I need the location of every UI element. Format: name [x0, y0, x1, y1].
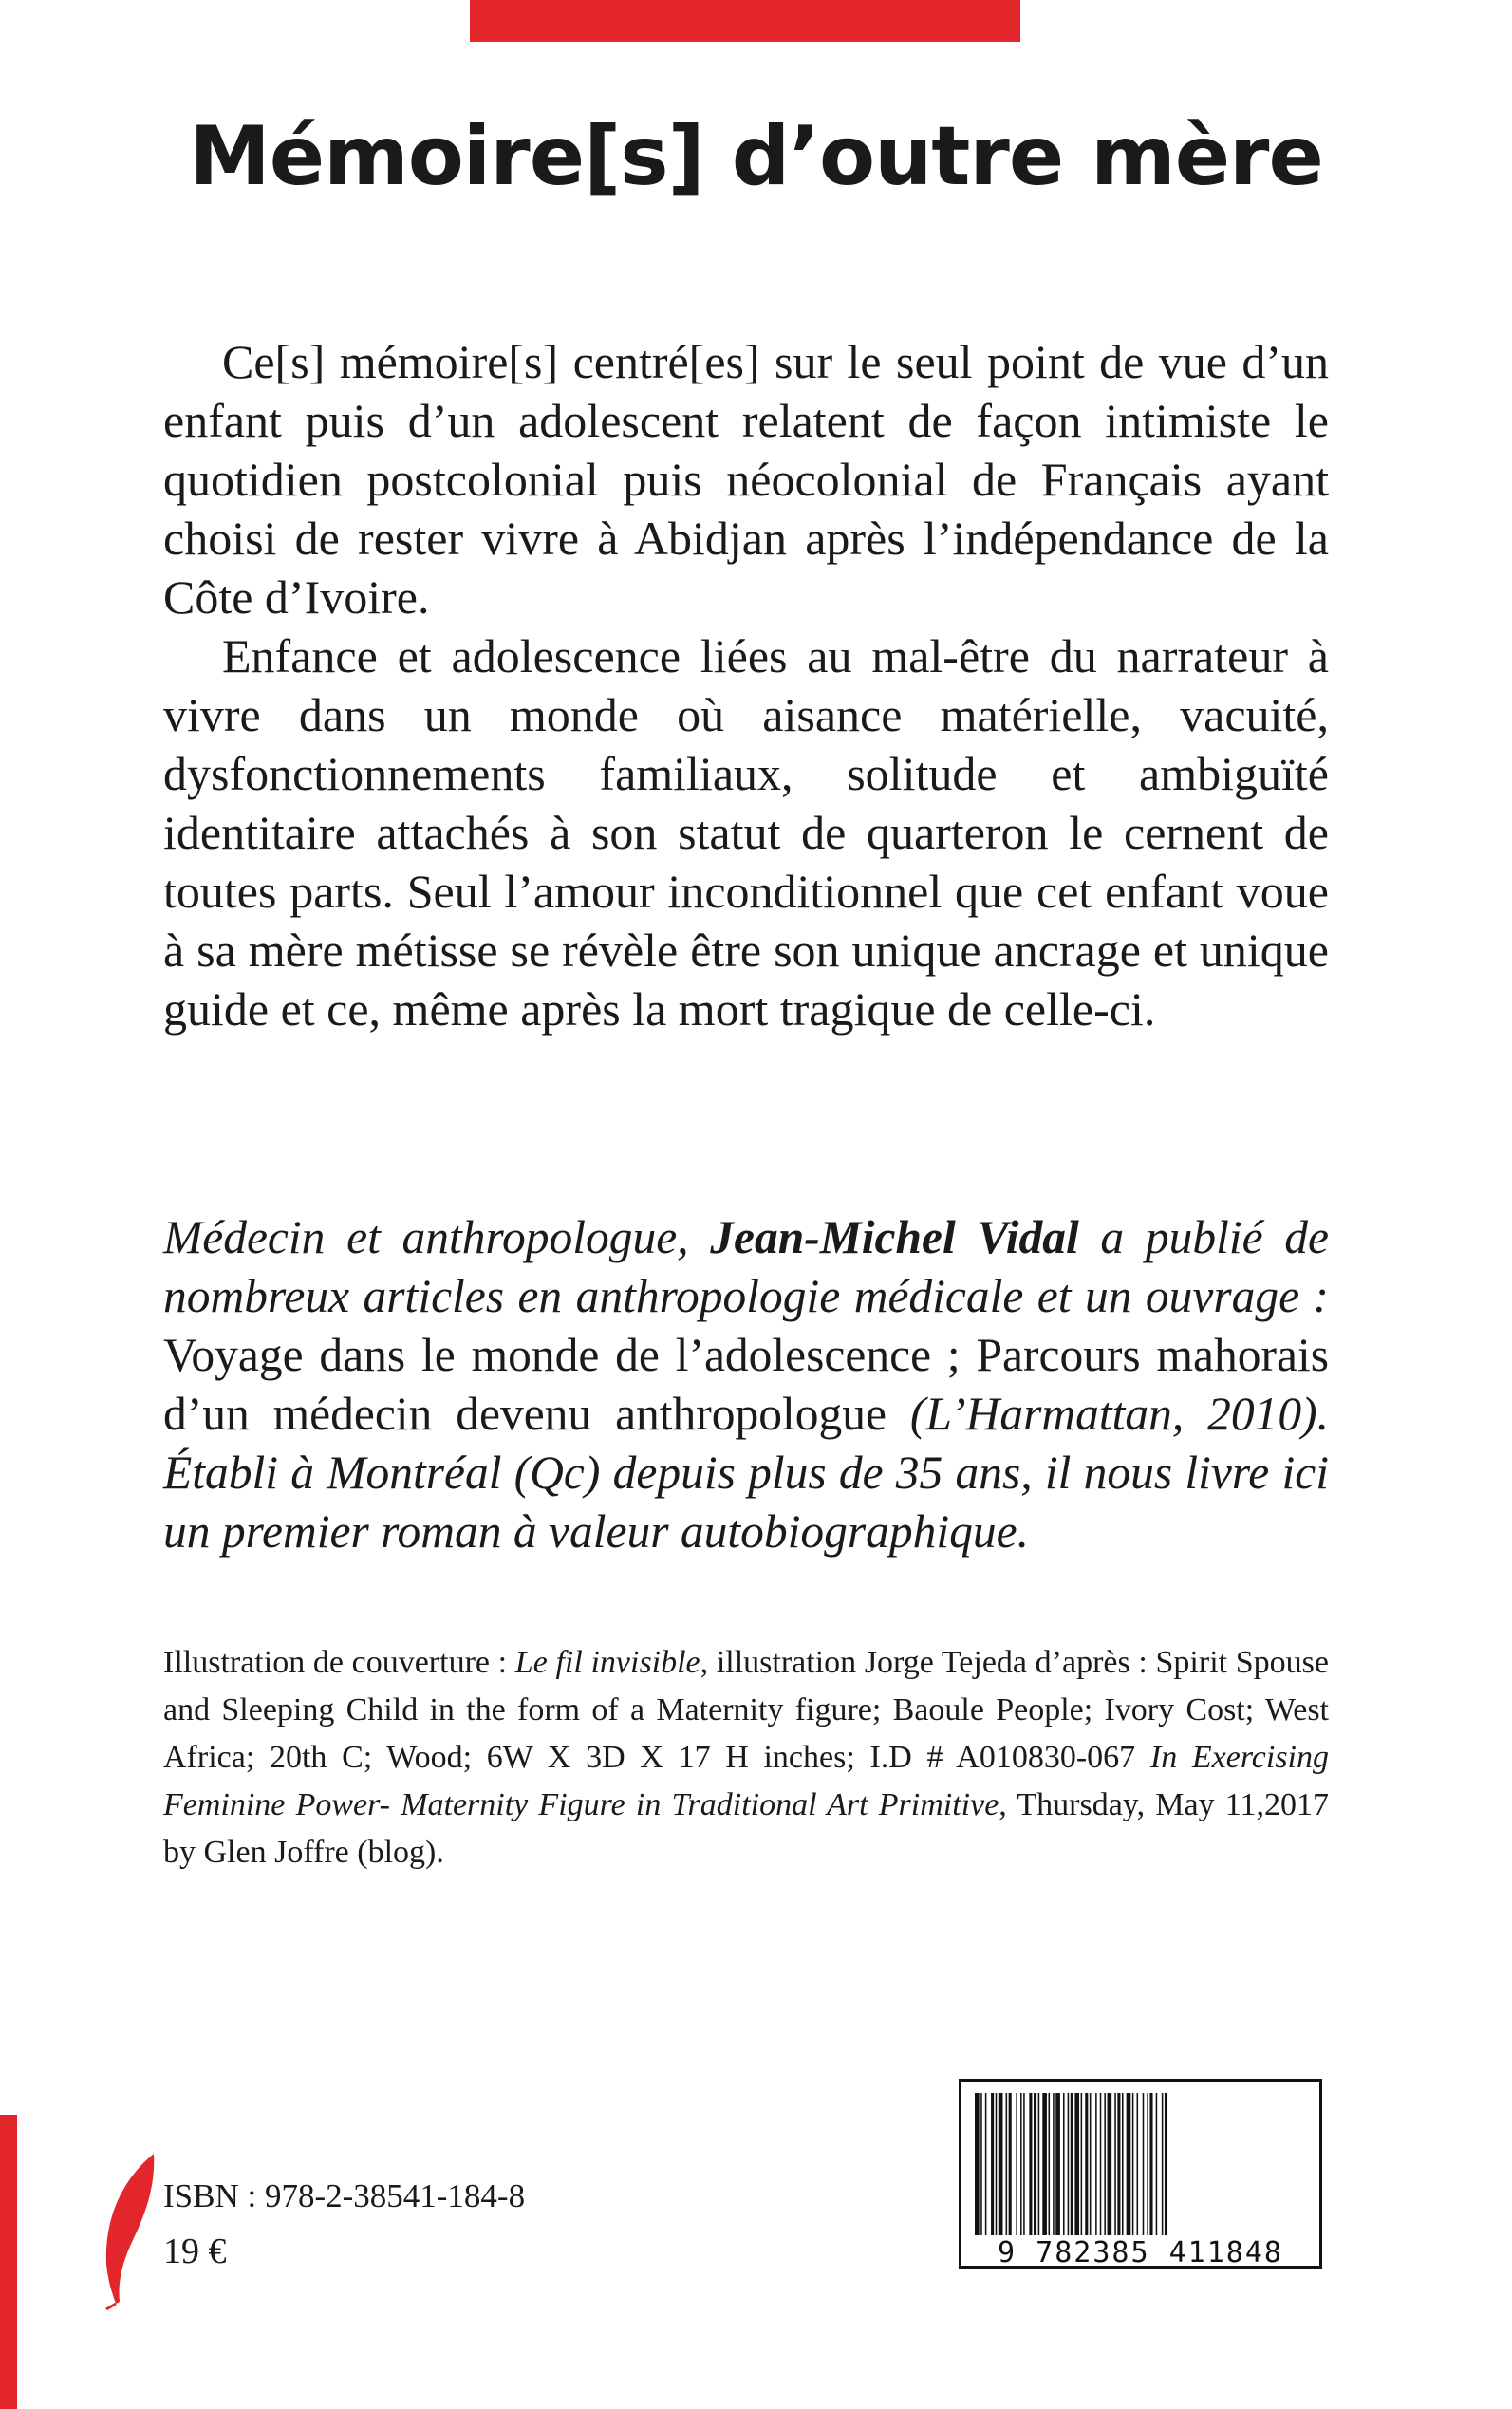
barcode-bar	[1029, 2093, 1032, 2235]
barcode-bar	[999, 2093, 1003, 2235]
barcode-bar	[1085, 2093, 1088, 2235]
barcode-bar	[1095, 2093, 1097, 2235]
author-book-title: Voyage dans le monde de l’adolescence ; Parcours mahorais d’un médecin devenu anthropologue	[163, 1329, 1329, 1440]
barcode-bar	[1156, 2093, 1158, 2235]
author-bio-intro: Médecin et anthropologue,	[163, 1211, 689, 1263]
barcode-bars	[975, 2093, 1312, 2235]
left-accent-bar	[0, 2115, 17, 2409]
red-feather-icon	[95, 2150, 161, 2311]
barcode-bar	[996, 2093, 998, 2235]
barcode-bar	[1137, 2093, 1139, 2235]
book-blurb	[163, 332, 1329, 1038]
book-title: Mémoire[s] d’outre mère	[189, 109, 1323, 204]
barcode-bar	[1162, 2093, 1164, 2235]
barcode-bar	[1149, 2093, 1152, 2235]
barcode-bar	[1038, 2093, 1040, 2235]
barcode-bar	[1020, 2093, 1022, 2235]
cover-illustration-credits	[163, 1639, 1329, 1877]
isbn: ISBN : 978-2-38541-184-8	[163, 2177, 526, 2214]
barcode-bar	[1114, 2093, 1116, 2235]
barcode-bar	[1090, 2093, 1092, 2235]
credits-label: Illustration de couverture :	[163, 1645, 508, 1680]
barcode-bar	[1034, 2093, 1036, 2235]
barcode-bar	[1143, 2093, 1145, 2235]
credits-source-details: , Thursday, May 11,2017 by Glen Joffre (blog).	[163, 1787, 1329, 1870]
author-bio-works: a publié de nombreux articles en anthropologie médicale et un ouvrage :	[163, 1211, 1330, 1322]
top-accent-bar	[470, 0, 1020, 42]
author-bio-closing: (L’Harmattan, 2010). Établi à Montréal (Qc) depuis plus de 35 ans, il nous livre ici un premier roman à valeur autobiographique.	[163, 1388, 1329, 1558]
barcode-bar	[991, 2093, 994, 2235]
barcode-bar	[1006, 2093, 1008, 2235]
author-name: Jean-Michel Vidal	[710, 1211, 1079, 1263]
barcode-bar	[1068, 2093, 1070, 2235]
author-bio	[163, 1208, 1329, 1561]
barcode-bar	[1147, 2093, 1148, 2235]
barcode-bar	[1108, 2093, 1112, 2235]
barcode-bar	[985, 2093, 987, 2235]
blurb-paragraph-1: Ce[s] mémoire[s] centré[es] sur le seul point de vue d’un enfant puis d’un adolescent relatent de façon intimiste le quotidien postcolonial puis néocolonial de Français ayant choisi de rester vivre à Abidjan après l’indépendance de la Côte d’Ivoire.	[163, 335, 1329, 624]
barcode-bar	[1053, 2093, 1055, 2235]
barcode-bar	[1165, 2093, 1167, 2235]
barcode-bar	[1074, 2093, 1079, 2235]
barcode-bar	[1104, 2093, 1106, 2235]
barcode-bar	[1122, 2093, 1124, 2235]
barcode-bar	[1063, 2093, 1065, 2235]
barcode-bar	[975, 2093, 980, 2235]
blurb-paragraph-2: Enfance et adolescence liées au mal-être du narrateur à vivre dans un monde où aisance matérielle, vacuité, dysfonctionnements familiaux, solitude et ambiguïté identitaire attachés à son statut de quarteron le cernent de toutes parts. Seul l’amour inconditionnel que cet enfant voue à sa mère métisse se révèle être son unique ancrage et unique guide et ce, même après la mort tragique de celle-ci.	[163, 629, 1329, 1036]
barcode-bar	[1081, 2093, 1083, 2235]
credits-source-title: In Exercising Feminine Power- Maternity Figure in Traditional Art Primitive	[163, 1740, 1330, 1822]
price: 19 €	[163, 2232, 227, 2271]
barcode-bar	[1100, 2093, 1102, 2235]
barcode-bar	[1009, 2093, 1012, 2235]
barcode-bar	[1117, 2093, 1120, 2235]
credits-work-title: Le fil invisible	[514, 1645, 700, 1680]
barcode-bar	[1023, 2093, 1025, 2235]
barcode-bar	[1049, 2093, 1051, 2235]
barcode-bar	[980, 2093, 982, 2235]
barcode-bar	[1127, 2093, 1131, 2235]
barcode-digits: 9 782385 411848	[998, 2236, 1283, 2269]
barcode-bar	[1071, 2093, 1073, 2235]
credits-description: , illustration Jorge Tejeda d’après : Spirit Spouse and Sleeping Child in the form of a Maternity figure; Baoule People; Ivory Cost; West Africa; 20th C; Wood; 6W X 3D X 17 H inches; I.D # A010830-067	[163, 1645, 1329, 1775]
barcode-bar	[1016, 2093, 1017, 2235]
barcode-bar	[1055, 2093, 1060, 2235]
barcode-bar	[1132, 2093, 1134, 2235]
barcode-bar	[1042, 2093, 1047, 2235]
